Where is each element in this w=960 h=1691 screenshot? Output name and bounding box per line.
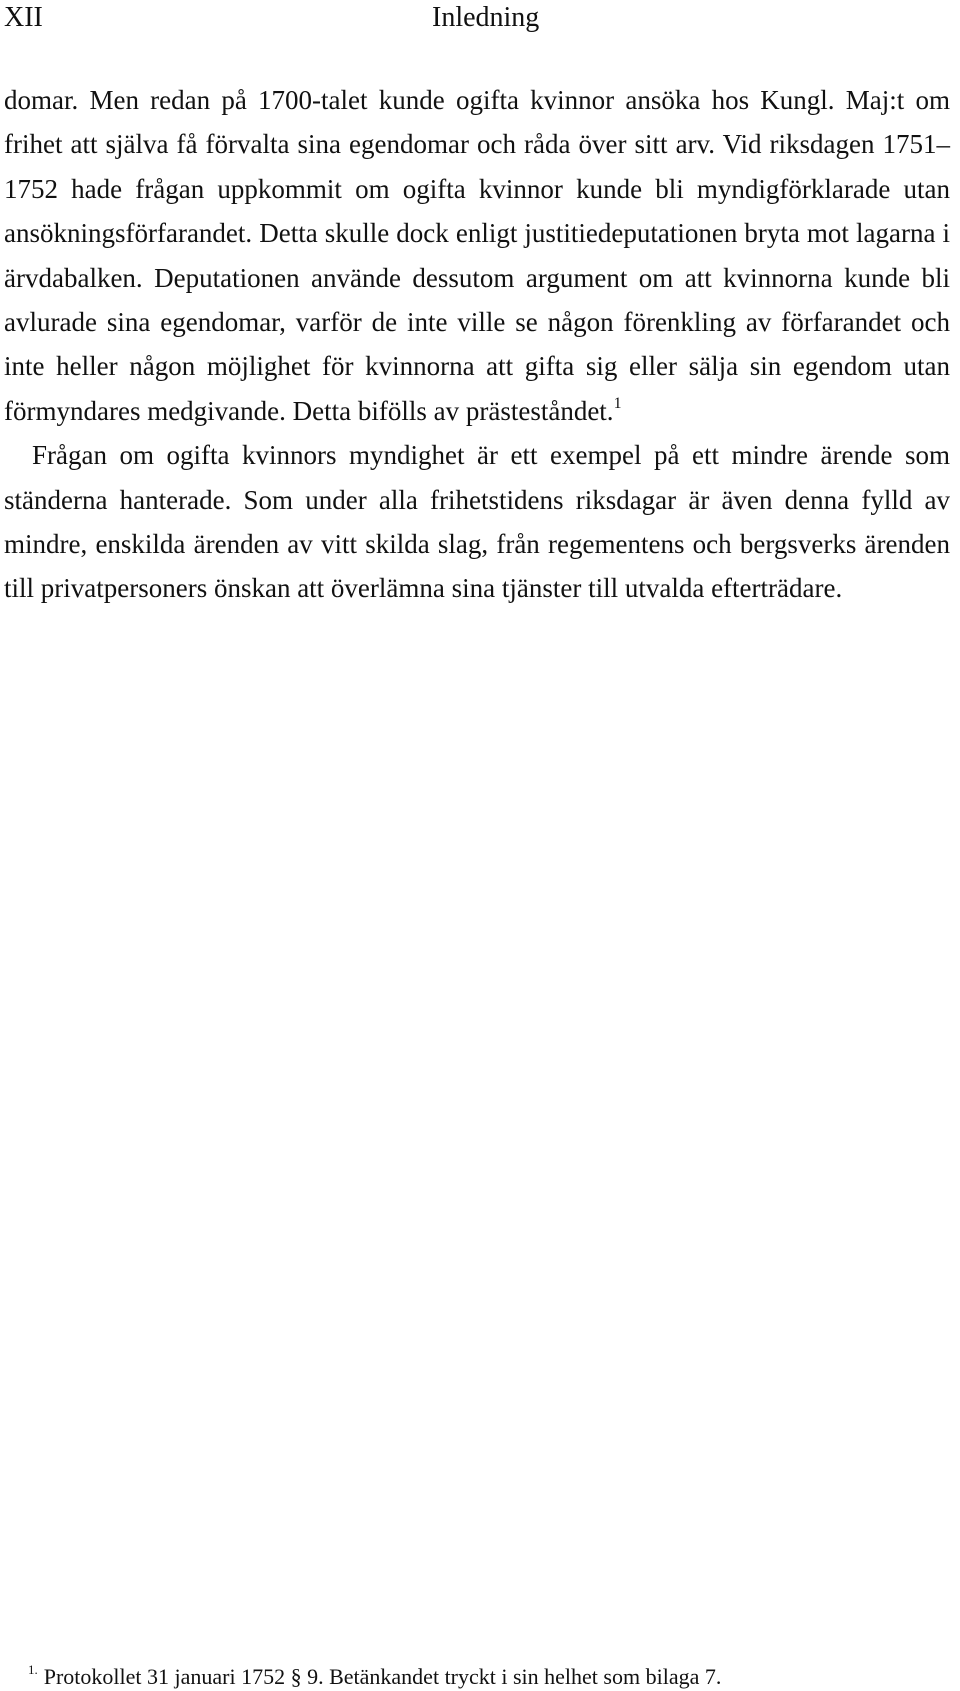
paragraph-1-text: domar. Men redan på 1700-talet kunde ogifta kvinnor ansöka hos Kungl. Maj:t om frihet att själva få förvalta sina egendomar och råda över sitt arv. Vid riksdagen 1751–1752 hade frågan uppkommit om ogifta kvinnor kunde bli myndigförklarade utan ansökningsförfarandet. Detta skulle dock enligt justitiedeputationen bryta mot lagarna i ärvdabalken. Deputationen använde dessutom argument om att kvinnorna kunde bli avlurade sina egendomar, varför de inte ville se någon förenkling av förfarandet och inte heller någon möjlighet för kvinnorna att gifta sig eller sälja sin egendom utan förmyndares medgivande. Detta bifölls av prästeståndet. [4,85,950,426]
paragraph [4,78,950,433]
page-number: XII [4,2,43,33]
running-head [4,0,950,40]
paragraph [4,433,950,611]
footnote-reference[interactable]: 1 [613,394,622,412]
body-text [4,78,950,611]
footnote-mark: 1. [28,1662,38,1677]
footnote [28,1656,928,1691]
paragraph-2-text: Frågan om ogifta kvinnors myndighet är ett exempel på ett mindre ärende som ständerna hanterade. Som under alla frihetstidens riksdagar är även denna fylld av mindre, enskilda ärenden av vitt skilda slag, från regementens och bergsverks ärenden till privatpersoners önskan att överlämna sina tjänster till utvalda efterträdare. [4,440,950,604]
running-title: Inledning [432,2,540,33]
footnote-text: Protokollet 31 januari 1752 § 9. Betänkandet tryckt i sin helhet som bilaga 7. [43,1664,722,1689]
